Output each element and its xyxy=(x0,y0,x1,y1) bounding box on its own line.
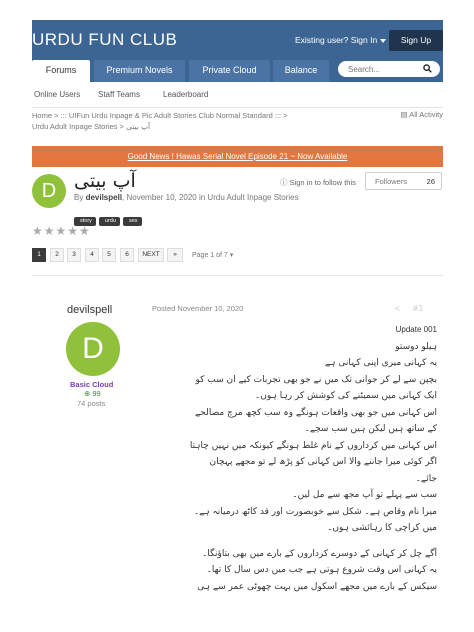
tag-sex[interactable]: sex xyxy=(123,217,142,226)
topic-by-label: By xyxy=(74,193,84,202)
subnav-staff-teams[interactable]: Staff Teams xyxy=(98,90,140,99)
page-of-label: Page 1 of 7 xyxy=(192,252,228,259)
site-frame xyxy=(32,20,443,620)
post-line: کے ساتھ ہیں لیکن ہیں سب سچے۔ xyxy=(304,424,437,434)
post-line: میں کراچی کا رہائشی ہوں۔ xyxy=(327,523,437,533)
tab-forums[interactable]: Forums xyxy=(32,60,90,82)
search-box xyxy=(338,61,440,77)
topic-title: آپ بیتی xyxy=(74,170,136,192)
topic-author-link[interactable]: devilspell xyxy=(85,193,123,202)
breadcrumb-line-1[interactable]: Home > ::: UIFun Urdu Inpage & Pic Adult Stories Club Normal Standard ::: > xyxy=(32,111,288,120)
post-actions xyxy=(394,304,423,313)
post-number-icon[interactable]: #1 xyxy=(412,304,424,313)
paragraph-gap xyxy=(152,537,437,546)
announcement-banner[interactable]: Good News ! Hawas Serial Novel Episode 21 ~ Now Available xyxy=(32,146,443,167)
tab-private-cloud[interactable]: Private Cloud xyxy=(189,60,270,82)
sign-in-label: Existing user? Sign In xyxy=(295,35,378,45)
page-5-button[interactable]: 5 xyxy=(102,248,116,262)
post-line: یہ کہانی اس وقت شروع ہوتی ہے جب میں دس سال کا تھا۔ xyxy=(206,565,437,575)
info-icon: ⓘ xyxy=(280,178,290,187)
subnav-online-users[interactable]: Online Users xyxy=(34,90,81,99)
page-1-button[interactable]: 1 xyxy=(32,248,46,262)
next-page-button[interactable]: NEXT xyxy=(138,248,164,262)
page-2-button[interactable]: 2 xyxy=(50,248,64,262)
search-icon[interactable] xyxy=(423,64,432,73)
page-6-button[interactable]: 6 xyxy=(120,248,134,262)
all-activity-label: All Activity xyxy=(409,110,443,119)
post-author-group: Basic Cloud xyxy=(70,380,114,389)
tab-balance[interactable]: Balance xyxy=(273,60,329,82)
topic-meta xyxy=(74,193,299,202)
tab-premium-novels[interactable]: Premium Novels xyxy=(94,60,185,82)
topic-author-avatar[interactable]: D xyxy=(32,174,66,208)
rating-stars[interactable]: ★★★★★ xyxy=(32,224,91,238)
post-line: سیکس کے بارے میں مجھے اسکول میں بہت چھوٹی عمر سے ہی xyxy=(197,581,437,592)
sub-navigation xyxy=(32,82,443,108)
sign-in-link[interactable] xyxy=(295,35,386,45)
post-line: سب سے پہلے تو آپ مجھ سے مل لیں۔ xyxy=(292,490,437,500)
post-line: یہ کہانی میری اپنی کہانی ہے xyxy=(324,358,437,368)
topic-meta-rest: , November 10, 2020 in Urdu Adult Inpage Stories xyxy=(122,193,299,202)
page-3-button[interactable]: 3 xyxy=(67,248,81,262)
last-page-button[interactable]: » xyxy=(167,248,183,262)
followers-label: Followers xyxy=(375,177,408,186)
followers-button[interactable] xyxy=(365,172,442,190)
reputation-plus-icon: ⊕ xyxy=(84,389,93,398)
search-input[interactable] xyxy=(348,63,418,75)
caret-down-icon xyxy=(380,39,386,43)
page-of-dropdown[interactable] xyxy=(192,251,233,259)
post-line: اس کہانی میں جو بھی واقعات ہونگے وہ سب کچھ مرچ مصالحے xyxy=(195,407,437,418)
tag-story[interactable]: story xyxy=(74,217,96,226)
page-4-button[interactable]: 4 xyxy=(85,248,99,262)
breadcrumb-line-2[interactable]: Urdu Adult Inpage Stories > آپ بیتی xyxy=(32,122,151,131)
reputation-value: 99 xyxy=(92,389,101,398)
site-logo[interactable]: URDU FUN CLUB xyxy=(32,30,178,49)
post-author-posts-count: 74 posts xyxy=(77,399,106,408)
post-author-reputation xyxy=(84,389,101,398)
post-update-label: Update 001 xyxy=(395,325,437,334)
follow-prompt[interactable] xyxy=(280,177,356,188)
all-activity-link[interactable] xyxy=(400,110,443,119)
post-line: اگر کوئی میرا جاننے والا اس کہانی کو پڑھ لے تو مجھے پہچان xyxy=(209,457,437,467)
activity-icon: ▤ xyxy=(400,110,410,119)
post-line: جائے۔ xyxy=(415,473,437,484)
post-line: آگے چل کر کہانی کے دوسرے کرداروں کے بارے میں بھی بتاؤنگا۔ xyxy=(202,548,437,559)
site-header xyxy=(32,20,443,82)
sign-up-button[interactable]: Sign Up xyxy=(389,30,443,51)
share-icon[interactable]: < xyxy=(394,304,401,313)
topic-tags xyxy=(74,207,145,224)
post-line: میرا نام وقاص ہے۔ شکل سے خوبصورت اور قد کاٹھ درمیانہ ہے۔ xyxy=(193,506,437,517)
breadcrumb xyxy=(32,110,372,132)
follow-prompt-label: Sign in to follow this xyxy=(289,178,356,187)
caret-down-icon: ▾ xyxy=(229,252,234,259)
tag-urdu[interactable]: urdu xyxy=(99,217,120,226)
post xyxy=(32,275,443,620)
post-line: بچپن سے لے کر جوانی تک میں نے جو بھی تجربات کیے ان سب کو xyxy=(195,374,437,385)
post-body xyxy=(152,322,437,595)
post-line: ایک کہانی میں سمیٹنے کی کوشش کر رہا ہوں۔ xyxy=(255,391,437,401)
post-date[interactable]: Posted November 10, 2020 xyxy=(152,304,244,313)
post-author-avatar[interactable]: D xyxy=(66,322,120,376)
post-line: ہیلو دوستو xyxy=(395,341,437,352)
post-author-name[interactable]: devilspell xyxy=(67,304,113,316)
subnav-leaderboard[interactable]: Leaderboard xyxy=(163,90,209,99)
followers-count: 26 xyxy=(426,177,435,186)
post-line: اس کہانی میں کرداروں کے نام غلط ہونگے کیونکہ میں نہیں چاہتا xyxy=(189,440,437,451)
